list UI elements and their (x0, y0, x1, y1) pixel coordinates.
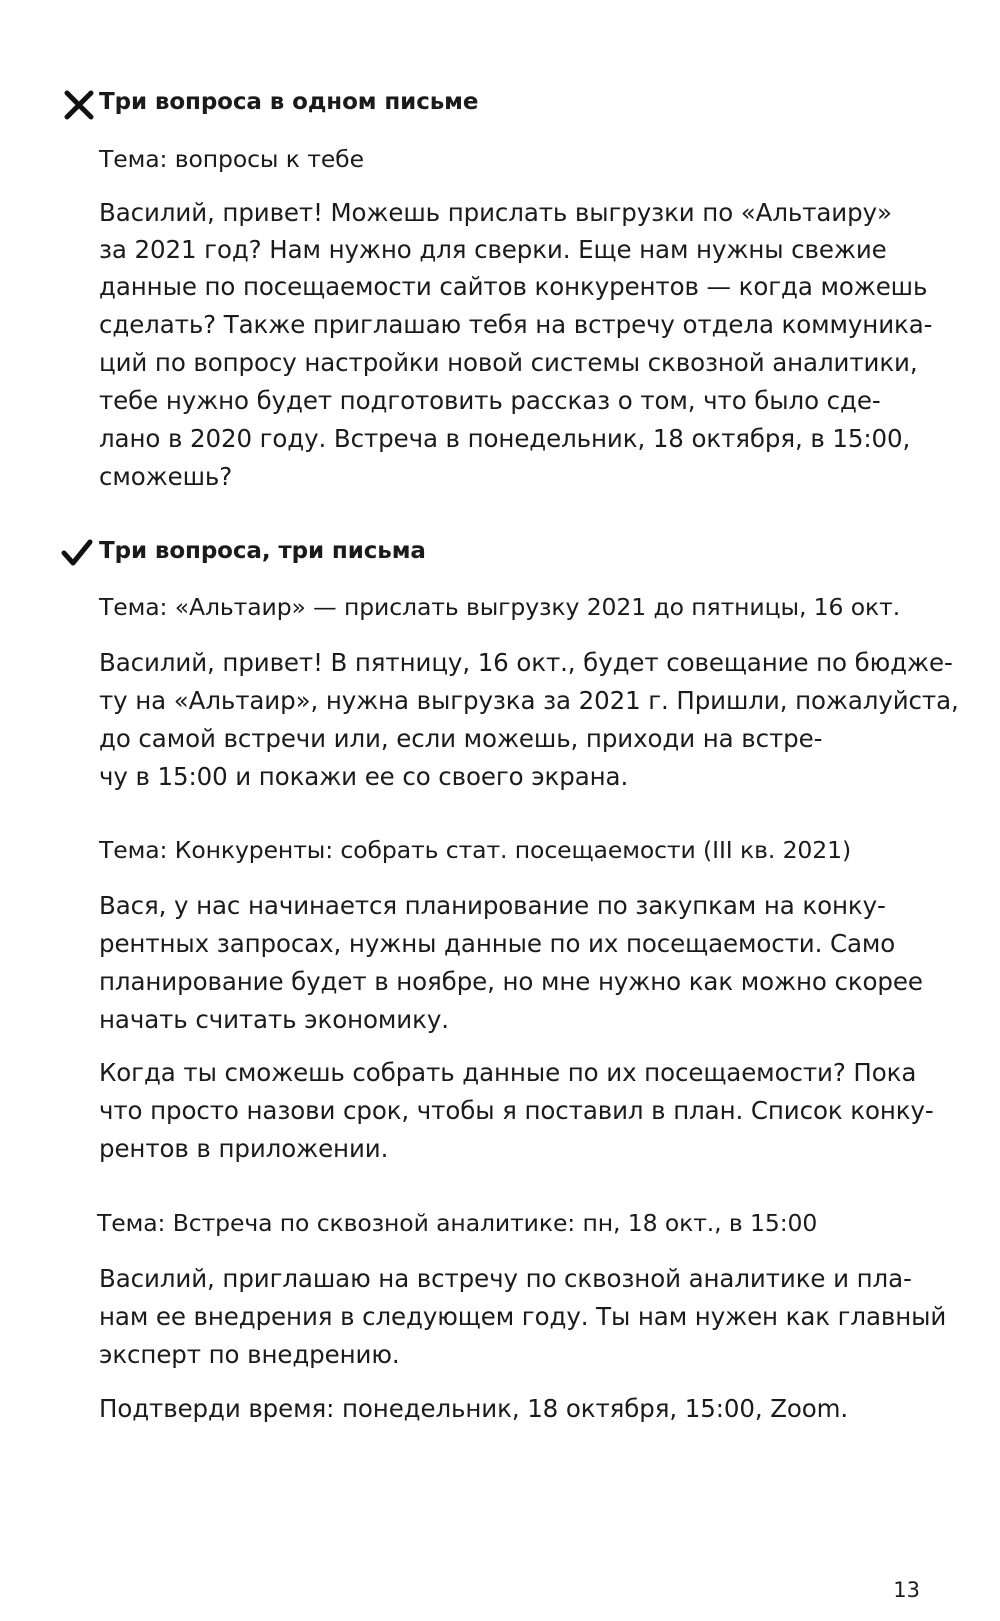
letter-subject: Тема: Конкуренты: собрать стат. посещаемости (III кв. 2021) (99, 836, 852, 864)
body-line: данные по посещаемости сайтов конкурентов — когда можешь (99, 272, 928, 301)
body-line: что просто назови срок, чтобы я поставил в план. Список конку- (99, 1096, 934, 1125)
body-line: лано в 2020 году. Встреча в понедельник, 18 октября, в 15:00, (99, 424, 911, 453)
body-line: начать считать экономику. (99, 1005, 449, 1034)
checkmark-icon (60, 536, 94, 570)
body-line: планирование будет в ноябре, но мне нужно как можно скорее (99, 967, 923, 996)
letter-subject: Тема: Встреча по сквозной аналитике: пн, 18 окт., в 15:00 (97, 1209, 818, 1237)
body-line: Подтверди время: понедельник, 18 октября, 15:00, Zoom. (99, 1394, 849, 1423)
body-line: за 2021 год? Нам нужно для сверки. Еще нам нужны свежие (99, 235, 887, 264)
body-line: нам ее внедрения в следующем году. Ты нам нужен как главный (99, 1302, 947, 1331)
letter-subject: Тема: «Альтаир» — прислать выгрузку 2021 до пятницы, 16 окт. (99, 593, 901, 621)
cross-icon (62, 88, 96, 122)
body-line: до самой встречи или, если можешь, приходи на встре- (99, 724, 823, 753)
body-line: сделать? Также приглашаю тебя на встречу отдела коммуника- (99, 310, 933, 339)
body-line: эксперт по внедрению. (99, 1340, 400, 1369)
body-line: рентных запросах, нужны данные по их посещаемости. Само (99, 929, 896, 958)
body-line: Василий, приглашаю на встречу по сквозной аналитике и пла- (99, 1264, 912, 1293)
good-example-heading: Три вопроса, три письма (99, 538, 426, 564)
bad-example-subject: Тема: вопросы к тебе (99, 145, 364, 173)
body-line: тебе нужно будет подготовить рассказ о том, что было сде- (99, 386, 881, 415)
body-line: рентов в приложении. (99, 1134, 389, 1163)
bad-example-heading: Три вопроса в одном письме (99, 89, 479, 115)
body-line: ту на «Альтаир», нужна выгрузка за 2021 г. Пришли, пожалуйста, (99, 686, 959, 715)
body-line: сможешь? (99, 462, 233, 491)
body-line: Василий, привет! Можешь прислать выгрузки по «Альтаиру» (99, 198, 892, 227)
body-line: Вася, у нас начинается планирование по закупкам на конку- (99, 891, 886, 920)
body-line: чу в 15:00 и покажи ее со своего экрана. (99, 762, 629, 791)
body-line: Василий, привет! В пятницу, 16 окт., будет совещание по бюдже- (99, 648, 953, 677)
page-number: 13 (893, 1578, 920, 1602)
body-line: ций по вопросу настройки новой системы сквозной аналитики, (99, 348, 918, 377)
body-line: Когда ты сможешь собрать данные по их посещаемости? Пока (99, 1058, 917, 1087)
